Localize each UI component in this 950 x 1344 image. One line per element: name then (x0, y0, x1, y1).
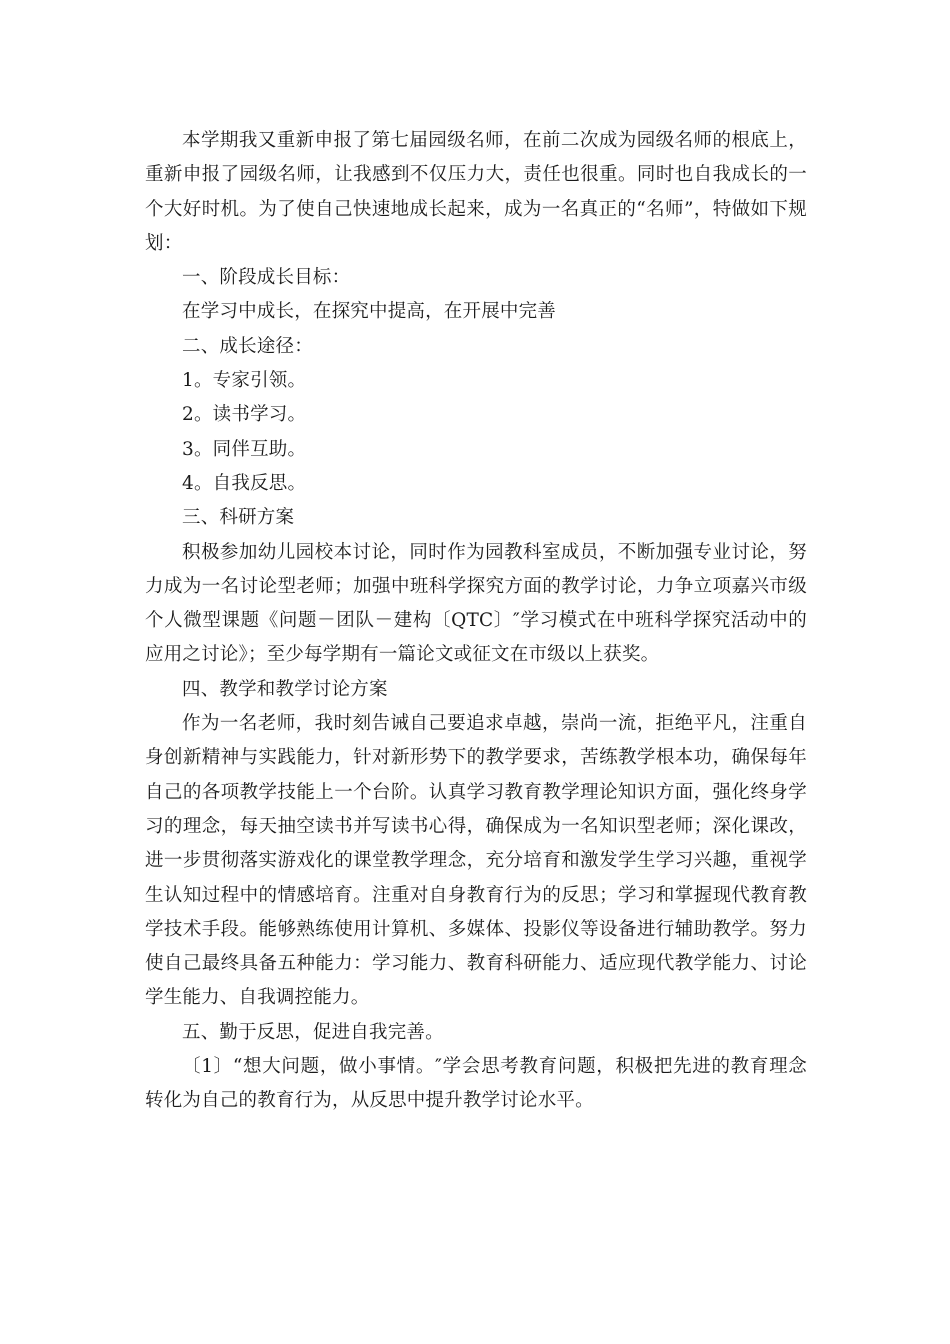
path-item-4: 4。自我反思。 (182, 472, 307, 494)
reflection-item-1: 〔1〕“想大问题，做小事情。″学会思考教育问题，积极把先进的教育理念转化为自己的教育行为，从反思中提升教学讨论水平。 (145, 1056, 807, 1112)
goals-text: 在学习中成长，在探究中提高，在开展中完善 (182, 301, 557, 323)
section-heading-teaching: 四、教学和教学讨论方案 (182, 678, 388, 700)
section-heading-research: 三、科研方案 (182, 507, 295, 529)
section-heading-reflection: 五、勤于反思，促进自我完善。 (182, 1021, 444, 1043)
path-item-2: 2。读书学习。 (182, 404, 307, 426)
section-heading-goals: 一、阶段成长目标： (182, 267, 351, 289)
research-paragraph: 积极参加幼儿园校本讨论，同时作为园教科室成员，不断加强专业讨论，努力成为一名讨论型老师；加强中班科学探究方面的教学讨论，力争立项嘉兴市级个人微型课题《问题－团队－建构〔QTC〕″学习模式在中班科学探究活动中的应用之讨论》；至少每学期有一篇论文或征文在市级以上获奖。 (145, 541, 807, 666)
teaching-paragraph: 作为一名老师，我时刻告诫自己要追求卓越，崇尚一流，拒绝平凡，注重自身创新精神与实践能力，针对新形势下的教学要求，苦练教学根本功，确保每年自己的各项教学技能上一个台阶。认真学习教育教学理论知识方面，强化终身学习的理念，每天抽空读书并写读书心得，确保成为一名知识型老师；深化课改，进一步贯彻落实游戏化的课堂教学理念，充分培育和激发学生学习兴趣，重视学生认知过程中的情感培育。注重对自身教育行为的反思；学习和掌握现代教育教学技术手段。能够熟练使用计算机、多媒体、投影仪等设备进行辅助教学。努力使自己最终具备五种能力：学习能力、教育科研能力、适应现代教学能力、讨论学生能力、自我调控能力。 (145, 713, 807, 1009)
section-heading-paths: 二、成长途径： (182, 335, 313, 357)
path-item-1: 1。专家引领。 (182, 370, 307, 392)
document-body (145, 124, 807, 1119)
intro-paragraph: 本学期我又重新申报了第七届园级名师，在前二次成为园级名师的根底上，重新申报了园级名师，让我感到不仅压力大，责任也很重。同时也自我成长的一个大好时机。为了使自己快速地成长起来，成为一名真正的“名师”，特做如下规划： (145, 130, 807, 254)
path-item-3: 3。同伴互助。 (182, 438, 307, 460)
